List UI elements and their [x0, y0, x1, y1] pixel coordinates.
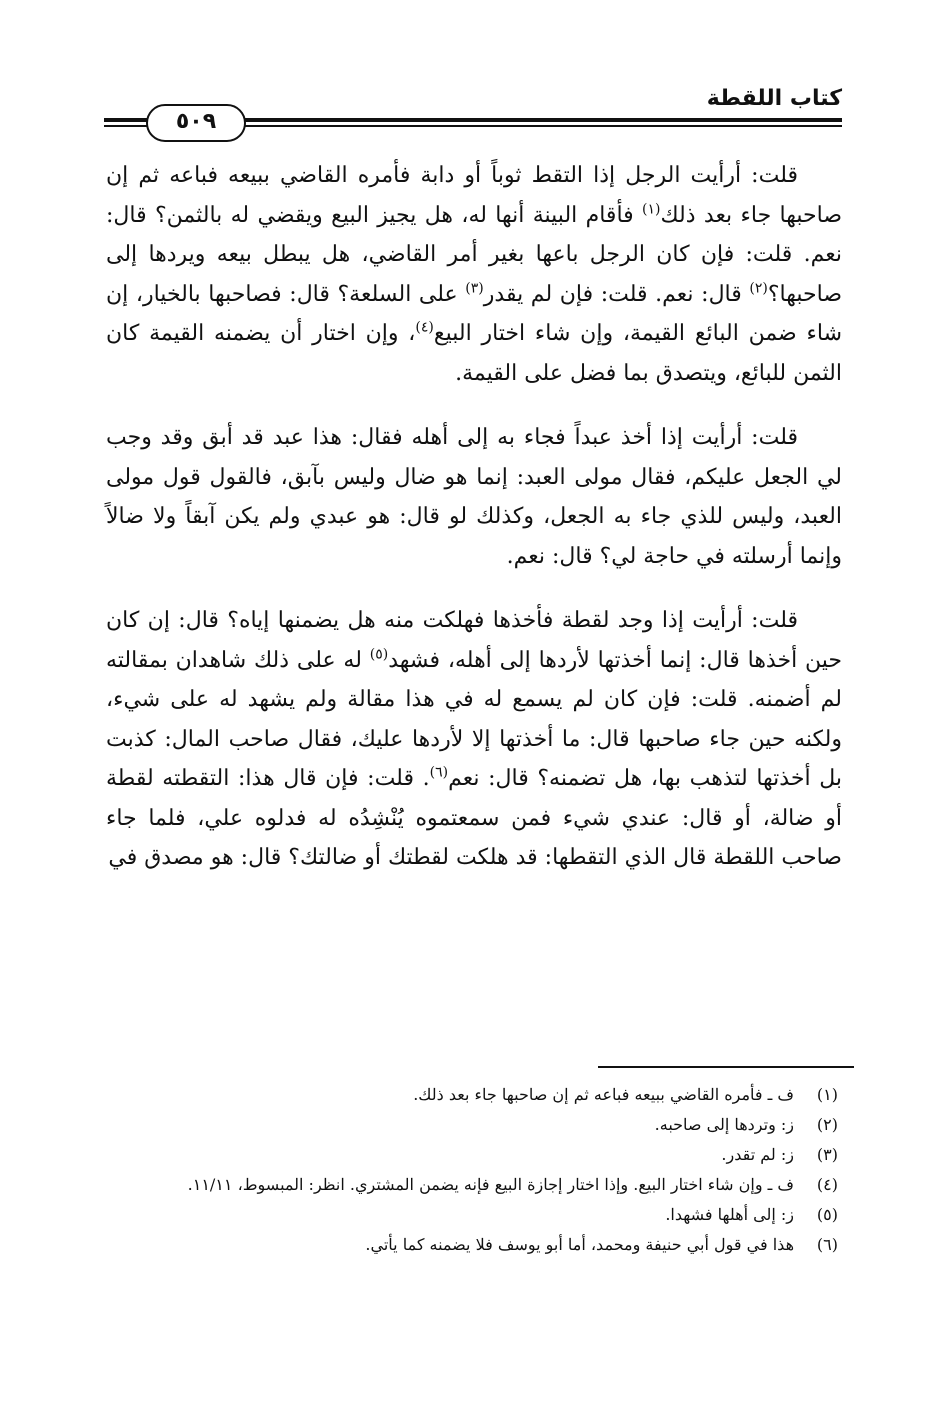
footnote-marker: (٥): [369, 646, 389, 663]
footnote-number: (٥): [816, 1205, 838, 1224]
text-run: قلت: أرأيت إذا أخذ عبداً فجاء به إلى أهله فقال: هذا عبد قد أبق وقد وجب لي الجعل عليكم، فقال مولى العبد: إنما هو ضال وليس بآبق، فالقول قول مولى العبد، وليس للذي جاء به الجعل، وكذلك لو قال: هو عبدي ولم يكن آبقاً ولا ضالاً وإنما أرسلته في حاجة لي؟ قال: نعم.: [106, 425, 842, 569]
footnote-text: ف ـ وإن شاء اختار البيع. وإذا اختار إجازة البيع فإنه يضمن المشتري. انظر: المبسوط، ١١/١١.: [187, 1175, 794, 1194]
main-text: [106, 156, 842, 903]
footnote-text: هذا في قول أبي حنيفة ومحمد، أما أبو يوسف فلا يضمنه كما يأتي.: [365, 1235, 794, 1254]
footnote-marker: (١): [642, 201, 661, 218]
footnote-marker: (٣): [465, 280, 484, 297]
text-run: فأقام البينة أنها له، هل يجيز البيع ويقضي له بالثمن؟ قال: نعم. قلت: فإن كان الرجل باعها بغير أمر القاضي، هل يبطل بيعه ويردها إلى صاحبها؟: [106, 202, 843, 307]
footnote-marker: (٢): [749, 280, 768, 297]
text-run: . قلت: فإن قال هذا: التقطته لقطة أو ضالة، أو قال: عندي شيء فمن سمعتموه يُنْشِدُه له فدلوه علي، فلما جاء صاحب اللقطة قال الذي التقطها: قد هلكت لقطتك أو ضالتك؟ قال: هو مصدق في: [106, 766, 842, 870]
footnote-item: [106, 1170, 844, 1200]
footnote-marker: (٤): [415, 319, 434, 336]
text-run: ، وإن اختار أن يضمنه القيمة كان الثمن للبائع، ويتصدق بما فضل على القيمة.: [106, 321, 842, 386]
footnotes: [106, 1080, 844, 1260]
paragraph: [106, 418, 842, 576]
footnote-number: (٦): [816, 1235, 838, 1254]
footnote-marker: (٦): [429, 764, 449, 781]
text-run: قلت: أرأيت الرجل إذا التقط ثوباً أو دابة فأمره القاضي ببيعه فباعه ثم إن صاحبها جاء بعد ذلك: [106, 163, 842, 228]
text-run: له على ذلك شاهدان بمقالته لم أضمنه. قلت: فإن كان لم يسمع له في هذا مقالة ولم يشهد له على شيء، ولكنه حين جاء صاحبها قال: ما أخذتها إلا لأردها عليك، فقال صاحب المال: كذبت بل أخذتها لتذهب بها، هل تضمنه؟ قال: نعم: [106, 647, 843, 791]
footnote-item: [106, 1140, 844, 1170]
footnote-separator: [598, 1066, 854, 1068]
footnote-text: ف ـ فأمره القاضي ببيعه فباعه ثم إن صاحبها جاء بعد ذلك.: [413, 1085, 794, 1104]
text-run: قال: نعم. قلت: فإن لم يقدر: [483, 281, 750, 307]
footnote-text: ز: إلى أهلها فشهدا.: [665, 1205, 794, 1224]
book-title: كتاب اللقطة: [706, 86, 842, 111]
paragraph: [106, 156, 842, 393]
footnote-number: (٣): [816, 1145, 838, 1164]
page-header: [104, 84, 842, 144]
footnote-number: (٢): [816, 1115, 838, 1134]
paragraph: [106, 601, 842, 878]
footnote-item: [106, 1110, 844, 1140]
page-number: ٥٠٩: [146, 104, 246, 142]
footnote-item: [106, 1200, 844, 1230]
footnote-text: ز: لم تقدر.: [721, 1145, 794, 1164]
footnote-item: [106, 1080, 844, 1110]
footnote-number: (٤): [816, 1175, 838, 1194]
text-run: على السلعة؟ قال: فصاحبها بالخيار، إن شاء ضمن البائع القيمة، وإن شاء اختار البيع: [106, 281, 842, 346]
footnote-number: (١): [816, 1085, 838, 1104]
footnote-item: [106, 1230, 844, 1260]
footnote-text: ز: وتردها إلى صاحبه.: [654, 1115, 794, 1134]
text-run: قلت: أرأيت إذا وجد لقطة فأخذها فهلكت منه هل يضمنها إياه؟ قال: إن كان حين أخذها قال: إنما أخذتها لأردها إلى أهله، فشهد: [106, 608, 842, 673]
